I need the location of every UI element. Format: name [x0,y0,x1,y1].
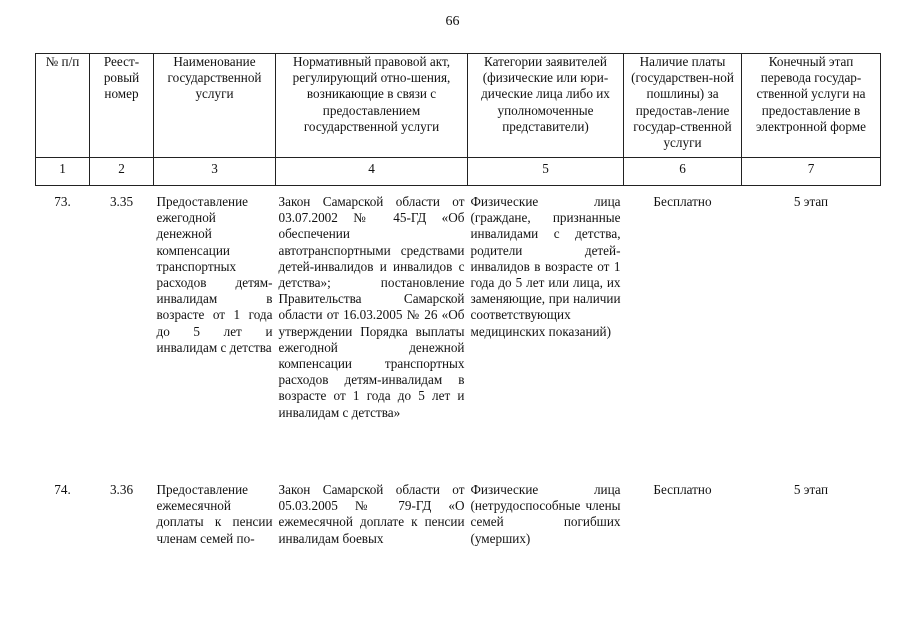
header-cell-service-name: Наименование государственной услуги [154,54,276,158]
row-number: 73. [54,194,71,209]
registry-number: 3.35 [109,194,134,209]
page-number: 66 [445,14,460,29]
table-body [36,186,881,547]
column-number: 1 [36,158,90,186]
column-number-row [36,158,881,186]
legal-act: Закон Самарской области от 03.07.2002 № 45-ГД «Об обеспечении автотранспортными средствами детей-инвалидов и инвалидов с детства»; постановление Правительства Самарской области от 16.03.2005 № 26 «Об утверждении Порядка выплаты ежегодной денежной компенсации транспортных расходов детям-инвалидам в возрасте от 1 года до 5 лет и инвалидам с детства» [278,194,465,420]
registry-table [35,53,881,547]
fee-status: Бесплатно [653,194,712,209]
applicant-categories: Физические лица (граждане, признанные инвалидами с детства, родители детей-инвалидов в возрасте от 1 года до 5 лет или лица, их заменяющие, при наличии соответствующих медицинских показаний) [470,194,621,339]
header-cell-final-stage: Конечный этап перевода государ-ственной услуги на предоставление в электронной форме [742,54,881,158]
column-number: 6 [624,158,742,186]
applicant-categories: Физические лица (нетрудоспособные члены семей погибших (умерших) [470,482,621,546]
column-number: 7 [742,158,881,186]
column-number: 2 [90,158,154,186]
column-number: 4 [276,158,468,186]
table-row [36,186,881,475]
row-number: 74. [54,482,71,497]
service-name: Предоставление ежегодной денежной компенсации транспортных расходов детям-инвалидам в возрасте от 1 года до 5 лет и инвалидам с детства [156,194,273,355]
service-name: Предоставление ежемесячной доплаты к пенсии членам семей по- [156,482,273,546]
header-cell-legal-act: Нормативный правовой акт, регулирующий отно-шения, возникающие в связи с предоставлением государственной услуги [276,54,468,158]
final-stage: 5 этап [793,194,829,209]
header-cell-fee: Наличие платы (государствен-ной пошлины) за предостав-ление государ-ственной услуги [624,54,742,158]
table-header [36,54,881,186]
column-number: 3 [154,158,276,186]
legal-act: Закон Самарской области от 05.03.2005 № 79-ГД «О ежемесячной доплате к пенсии инвалидам боевых [278,482,465,546]
table-row [36,474,881,547]
column-number: 5 [468,158,624,186]
registry-number: 3.36 [109,482,134,497]
header-cell-applicants: Категории заявителей (физические или юри-дические лица либо их уполномоченные представители) [468,54,624,158]
fee-status: Бесплатно [653,482,712,497]
header-cell-registry: Реест-ровый номер [90,54,154,158]
final-stage: 5 этап [793,482,829,497]
header-cell-number: № п/п [36,54,90,158]
